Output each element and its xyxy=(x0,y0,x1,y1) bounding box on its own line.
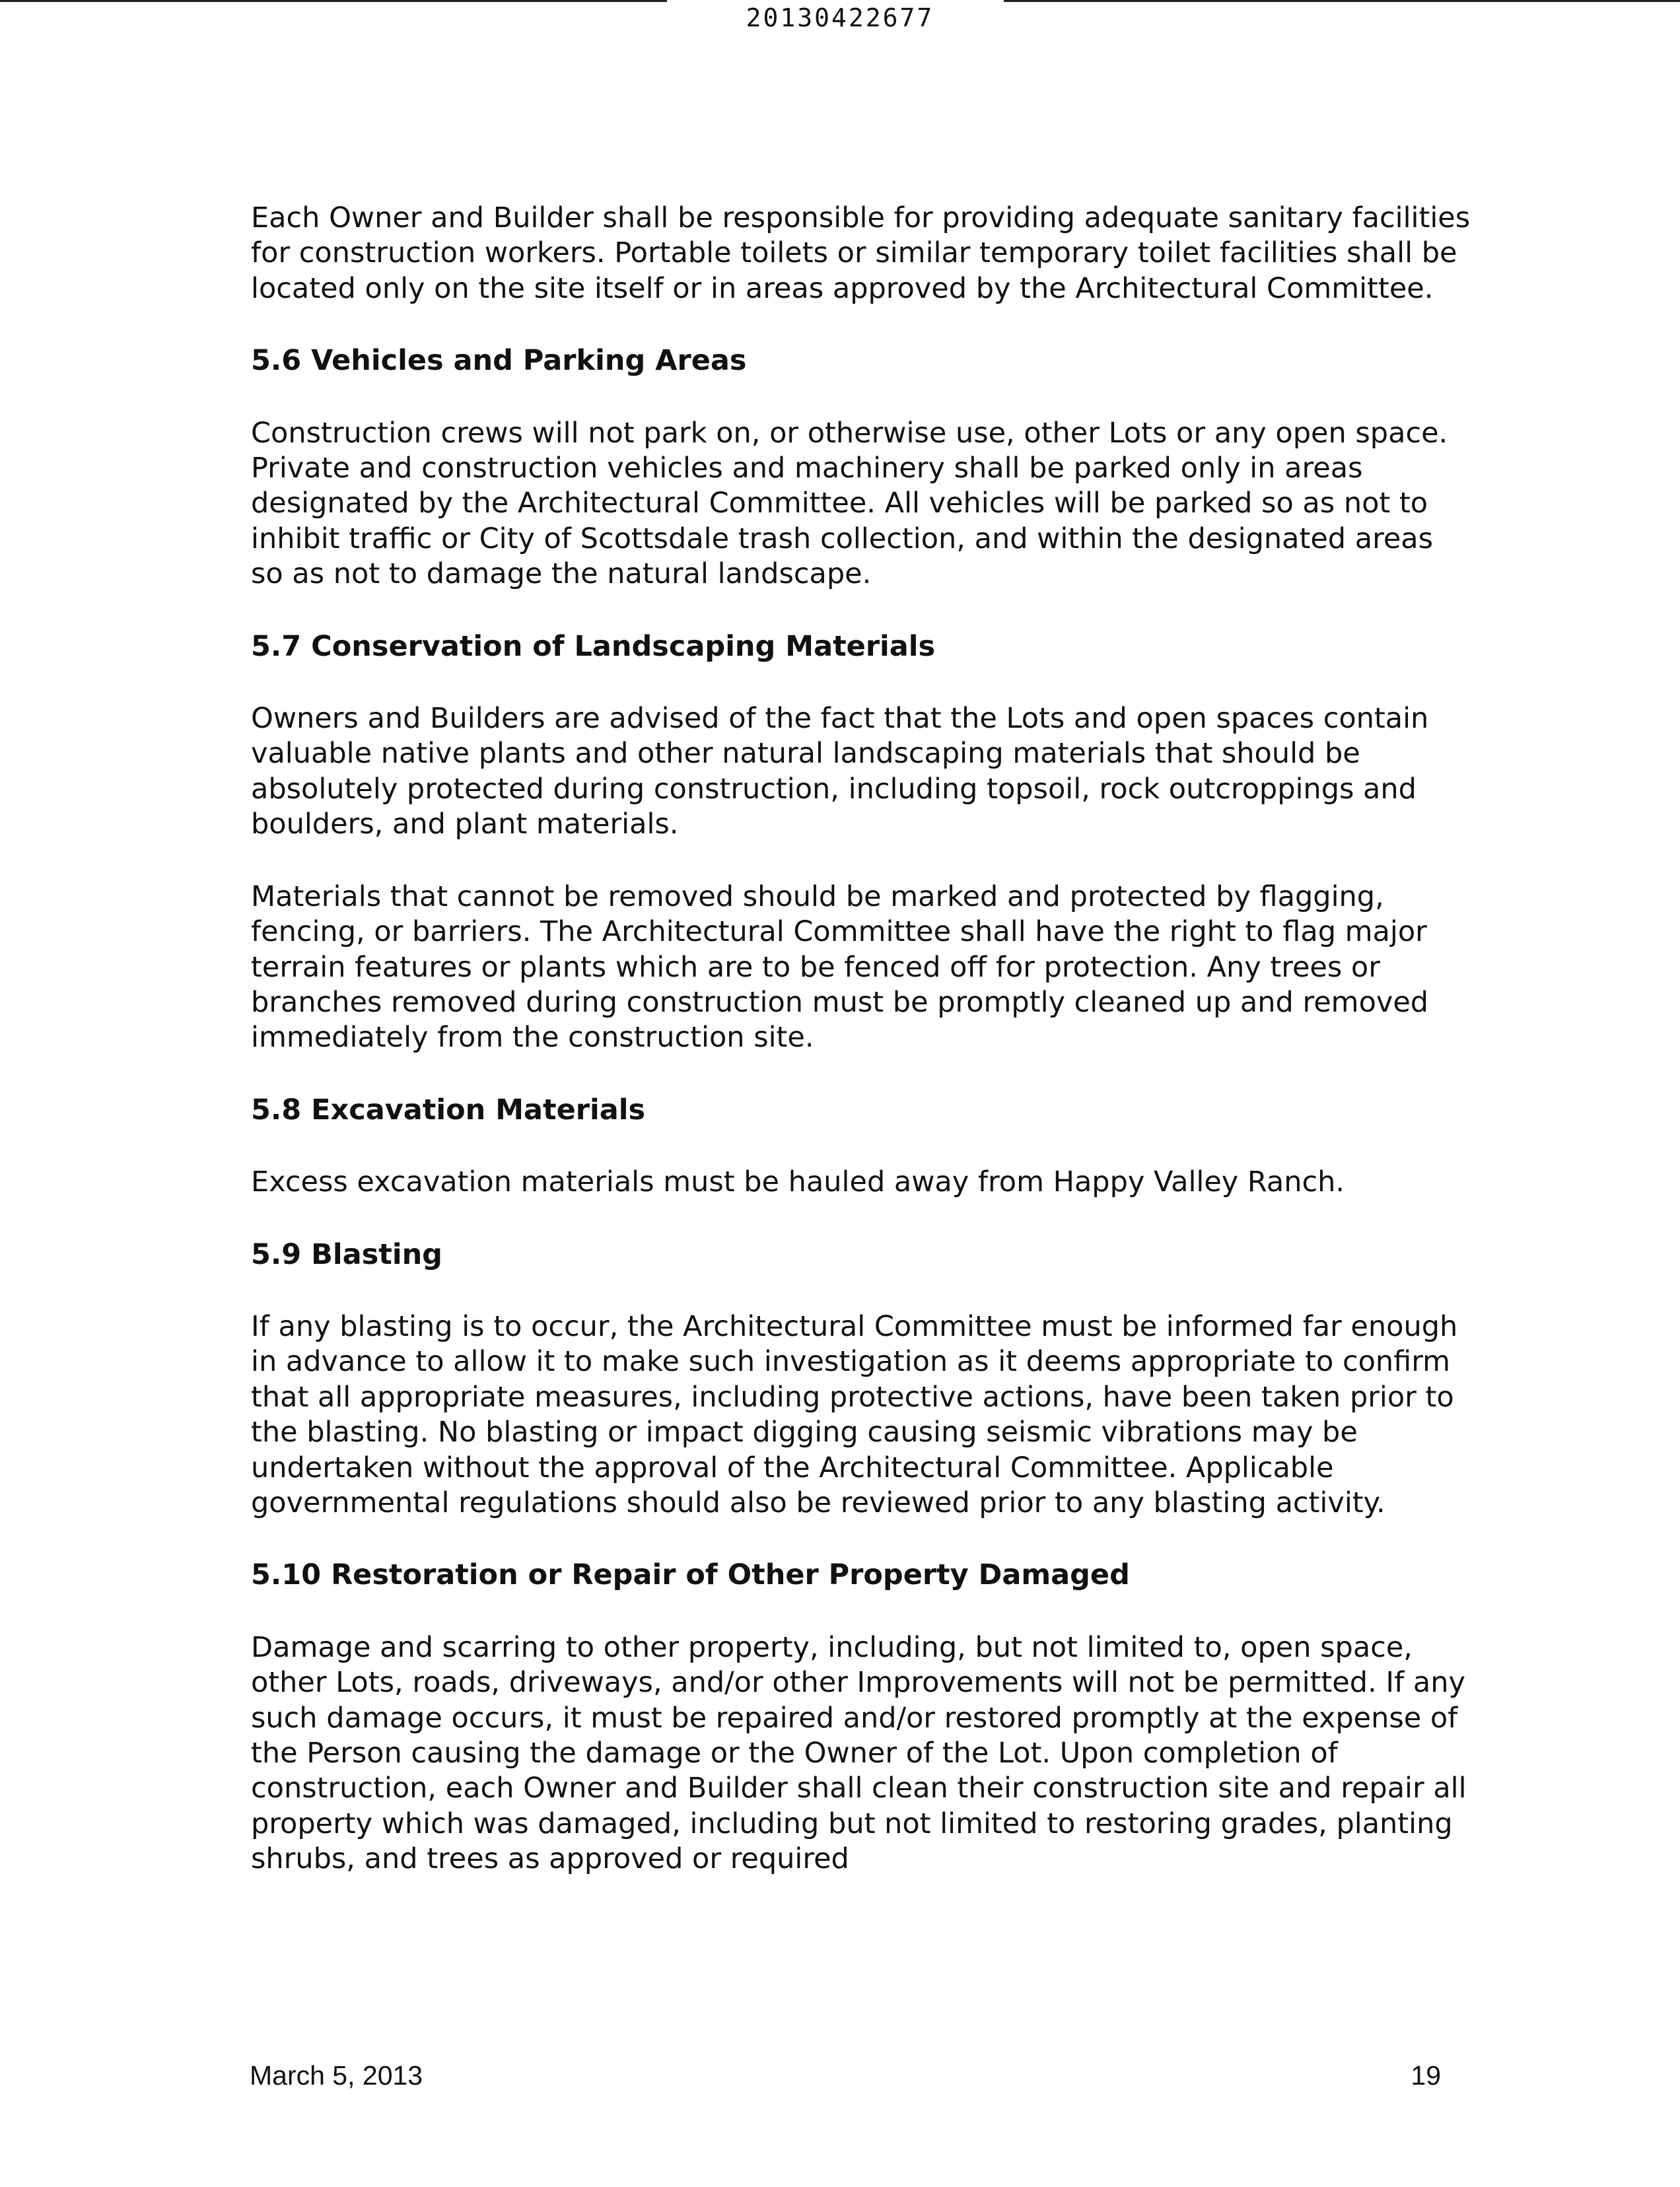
footer-date: March 5, 2013 xyxy=(250,2060,423,2091)
section-5-7-paragraph-1: Owners and Builders are advised of the fact that the Lots and open spaces contain valuable native plants and other natural landscaping materials that should be absolutely protected during construction, including topsoil, rock outcroppings and boulders, and plant materials. xyxy=(251,702,1429,841)
page-number: 19 xyxy=(1411,2060,1441,2091)
section-5-7-paragraph-2: Materials that cannot be removed should be marked and protected by flagging, fencing, or barriers. The Architectural Committee shall have the right to flag major terrain features or plants which are to be fenced off for protection. Any trees or branches removed during construction must be promptly cleaned up and removed immediately from the construction site. xyxy=(251,880,1429,1055)
section-5-9-heading: 5.9 Blasting xyxy=(251,1237,442,1271)
document-number: 20130422677 xyxy=(746,3,934,32)
intro-paragraph: Each Owner and Builder shall be responsible for providing adequate sanitary facilities for construction workers. Portable toilets or similar temporary toilet facilities shall be located only on the site itself or in areas approved by the Architectural Committee. xyxy=(251,201,1471,305)
page-body xyxy=(251,201,1473,1914)
section-5-10-heading: 5.10 Restoration or Repair of Other Property Damaged xyxy=(251,1558,1130,1592)
section-5-7-heading: 5.7 Conservation of Landscaping Materials xyxy=(251,629,936,663)
section-5-6-paragraph: Construction crews will not park on, or otherwise use, other Lots or any open space. Private and construction vehicles and machinery shall be parked only in areas designated by the Architectural Committee. All vehicles will be parked so as not to inhibit traffic or City of Scottsdale trash collection, and within the designated areas so as not to damage the natural landscape. xyxy=(251,416,1448,591)
section-5-8-paragraph: Excess excavation materials must be hauled away from Happy Valley Ranch. xyxy=(251,1165,1345,1199)
section-5-9-paragraph: If any blasting is to occur, the Architectural Committee must be informed far enough in advance to allow it to make such investigation as it deems appropriate to confirm that all appropriate measures, including protective actions, have been taken prior to the blasting. No blasting or impact digging causing seismic vibrations may be undertaken without the approval of the Architectural Committee. Applicable governmental regulations should also be reviewed prior to any blasting activity. xyxy=(251,1309,1458,1519)
section-5-6-heading: 5.6 Vehicles and Parking Areas xyxy=(251,344,747,378)
section-5-8-heading: 5.8 Excavation Materials xyxy=(251,1093,646,1127)
section-5-10-paragraph: Damage and scarring to other property, including, but not limited to, open space, other Lots, roads, driveways, and/or other Improvements will not be permitted. If any such damage occurs, it must be repaired and/or restored promptly at the expense of the Person causing the damage or the Owner of the Lot. Upon completion of construction, each Owner and Builder shall clean their construction site and repair all property which was damaged, including but not limited to restoring grades, planting shrubs, and trees as approved or required xyxy=(251,1630,1467,1876)
